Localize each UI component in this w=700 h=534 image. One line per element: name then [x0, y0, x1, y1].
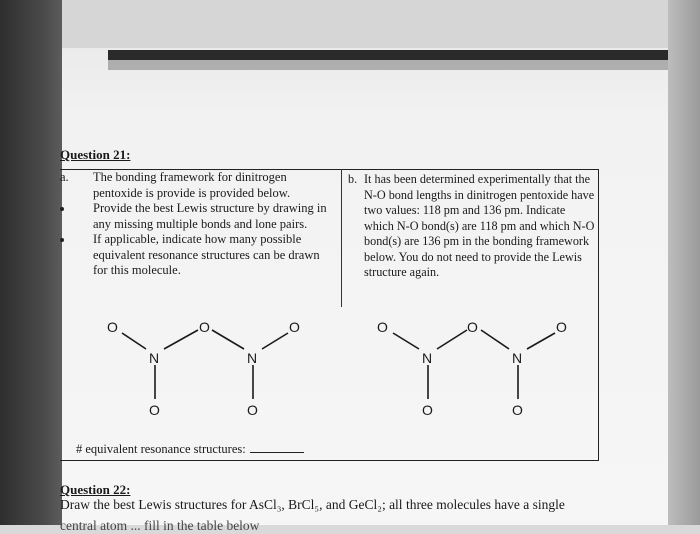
- resonance-count-label: # equivalent resonance structures:: [76, 442, 246, 456]
- question-22-text: Draw the best Lewis structures for AsCl₃, BrCl₅, and GeCl₂; all three molecules have a single: [60, 497, 565, 512]
- part-a-bullet-1: [60, 201, 330, 232]
- background-edge-right: [668, 0, 700, 525]
- atom-o-bridge: O: [467, 319, 478, 335]
- part-b-column: [348, 172, 598, 281]
- question-22-text-cutoff: central atom ... fill in the table below: [60, 518, 260, 533]
- bonds-b: [393, 330, 555, 399]
- atom-o-bridge: O: [199, 319, 210, 335]
- bond-o-n: [122, 333, 146, 349]
- n2o5-framework-b: [363, 315, 593, 425]
- atom-o: O: [107, 319, 118, 335]
- atom-o: O: [377, 319, 388, 335]
- bullet-icon: [60, 238, 64, 242]
- column-divider: [341, 169, 342, 307]
- bond-n-o-bridge: [437, 330, 467, 349]
- part-a-text: The bonding framework for dinitrogen pentoxide is provide is provided below.: [93, 170, 291, 200]
- page-top-margin: [62, 0, 668, 48]
- atom-n: N: [512, 350, 523, 366]
- question-21-title: Question 21:: [60, 147, 131, 162]
- n2o5-framework-a: [90, 315, 330, 425]
- part-a-marker: a.: [60, 170, 69, 184]
- atom-o: O: [149, 402, 160, 418]
- part-a-bullet-2: [60, 232, 330, 279]
- atom-n: N: [149, 350, 160, 366]
- atom-n: N: [247, 350, 258, 366]
- atom-o: O: [556, 319, 567, 335]
- header-rule: [108, 50, 668, 60]
- part-a-bullet-1-text: Provide the best Lewis structure by drawing in any missing multiple bonds and lone pairs.: [93, 201, 327, 231]
- atom-n: N: [422, 350, 433, 366]
- part-b-intro: [348, 172, 598, 281]
- bond-o-bridge-n: [481, 330, 509, 349]
- bond-n-o: [527, 333, 555, 349]
- bonds-a: [122, 330, 288, 399]
- question-22-title: Question 22:: [60, 482, 131, 497]
- atom-o: O: [422, 402, 433, 418]
- resonance-count-line: [76, 441, 304, 457]
- part-a-bullet-2-text: If applicable, indicate how many possible equivalent resonance structures can be drawn for this molecule.: [93, 232, 320, 277]
- bond-n-o-bridge: [164, 330, 198, 349]
- atom-o: O: [289, 319, 300, 335]
- atom-o: O: [247, 402, 258, 418]
- part-a-intro: [60, 170, 330, 201]
- bond-o-n: [393, 333, 419, 349]
- bond-o-bridge-n: [212, 330, 244, 349]
- background-edge-left: [0, 0, 62, 525]
- part-b-text: It has been determined experimentally that the N-O bond lengths in dinitrogen pentoxide have two values: 118 pm and 136 pm. Indicate which N-O bond(s) are 118 pm and which N-O bond(s) are 136 pm in the bonding framework below. You do not need to provide the Lewis structure again.: [364, 172, 595, 279]
- bond-n-o: [262, 333, 288, 349]
- atom-o: O: [512, 402, 523, 418]
- bullet-icon: [60, 207, 64, 211]
- part-b-marker: b.: [348, 172, 358, 186]
- resonance-count-blank[interactable]: [250, 441, 304, 453]
- part-a-column: [60, 170, 330, 279]
- header-rule-shadow: [108, 60, 668, 70]
